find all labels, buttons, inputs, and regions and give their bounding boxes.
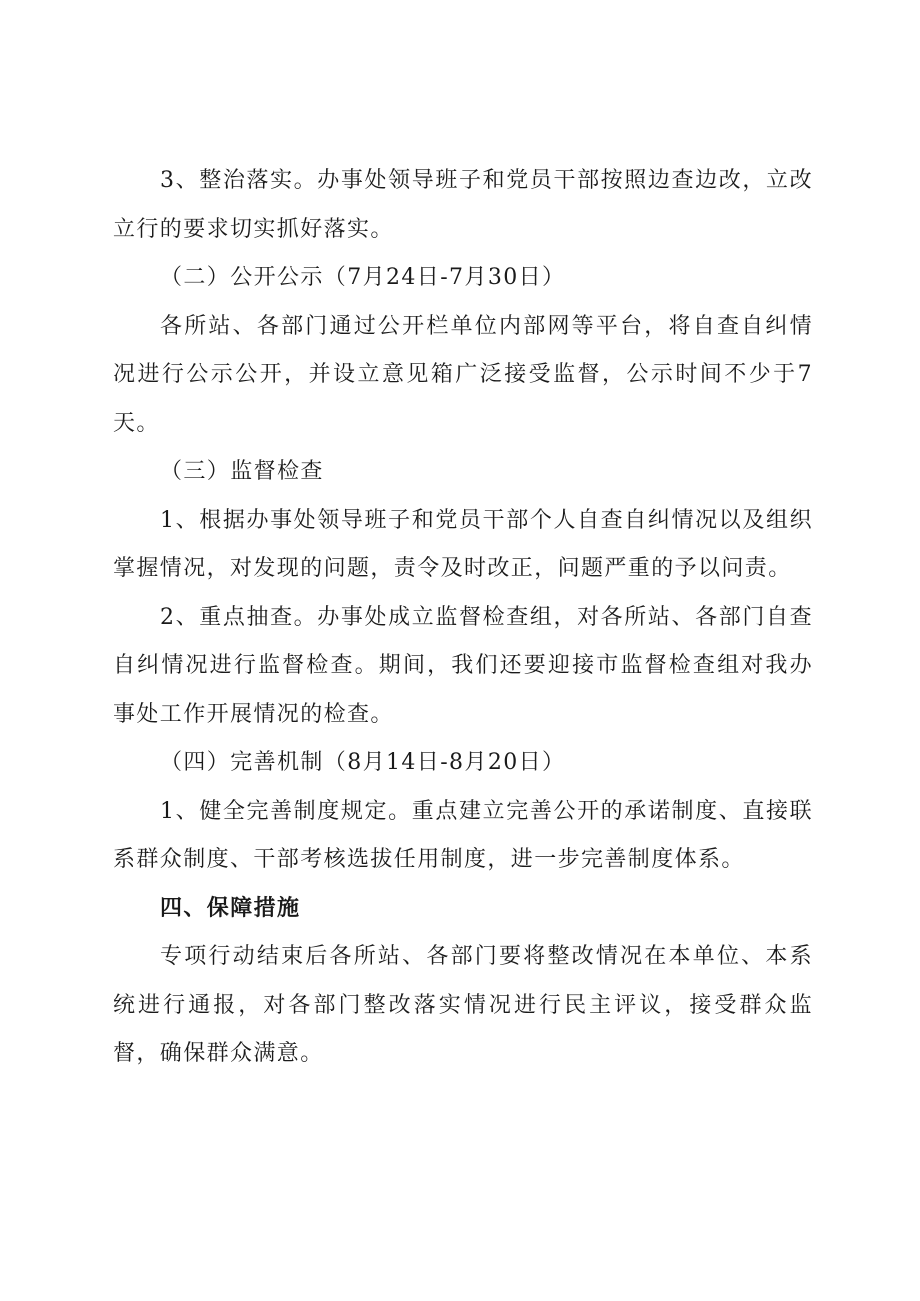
subheading-mechanism: （四）完善机制（8月14日-8月20日） <box>160 750 566 775</box>
subheading-public-notice: （二）公开公示（7月24日-7月30日） <box>160 265 566 290</box>
document-body <box>113 157 813 1079</box>
paragraph-safeguards: 专项行动结束后各所站、各部门要将整改情况在本单位、本系统进行通报，对各部门整改落实情况进行民主评议，接受群众监督，确保群众满意。 <box>113 944 813 1066</box>
paragraph-supervision-2: 2、重点抽查。办事处成立监督检查组，对各所站、各部门自查自纠情况进行监督检查。期间，我们还要迎接市监督检查组对我办事处工作开展情况的检查。 <box>113 604 813 727</box>
section-heading-safeguards: 四、保障措施 <box>160 895 301 921</box>
paragraph-rectification: 3、整治落实。办事处领导班子和党员干部按照边查边改，立改立行的要求切实抓好落实。 <box>113 168 813 242</box>
paragraph-public-notice: 各所站、各部门通过公开栏单位内部网等平台，将自查自纠情况进行公示公开，并设立意见箱广泛接受监督，公示时间不少于7天。 <box>113 313 813 436</box>
subheading-supervision: （三）监督检查 <box>160 459 324 484</box>
paragraph-mechanism: 1、健全完善制度规定。重点建立完善公开的承诺制度、直接联系群众制度、干部考核选拔任用制度，进一步完善制度体系。 <box>113 798 813 872</box>
paragraph-supervision-1: 1、根据办事处领导班子和党员干部个人自查自纠情况以及组织掌握情况，对发现的问题，责令及时改正，问题严重的予以问责。 <box>113 507 813 581</box>
